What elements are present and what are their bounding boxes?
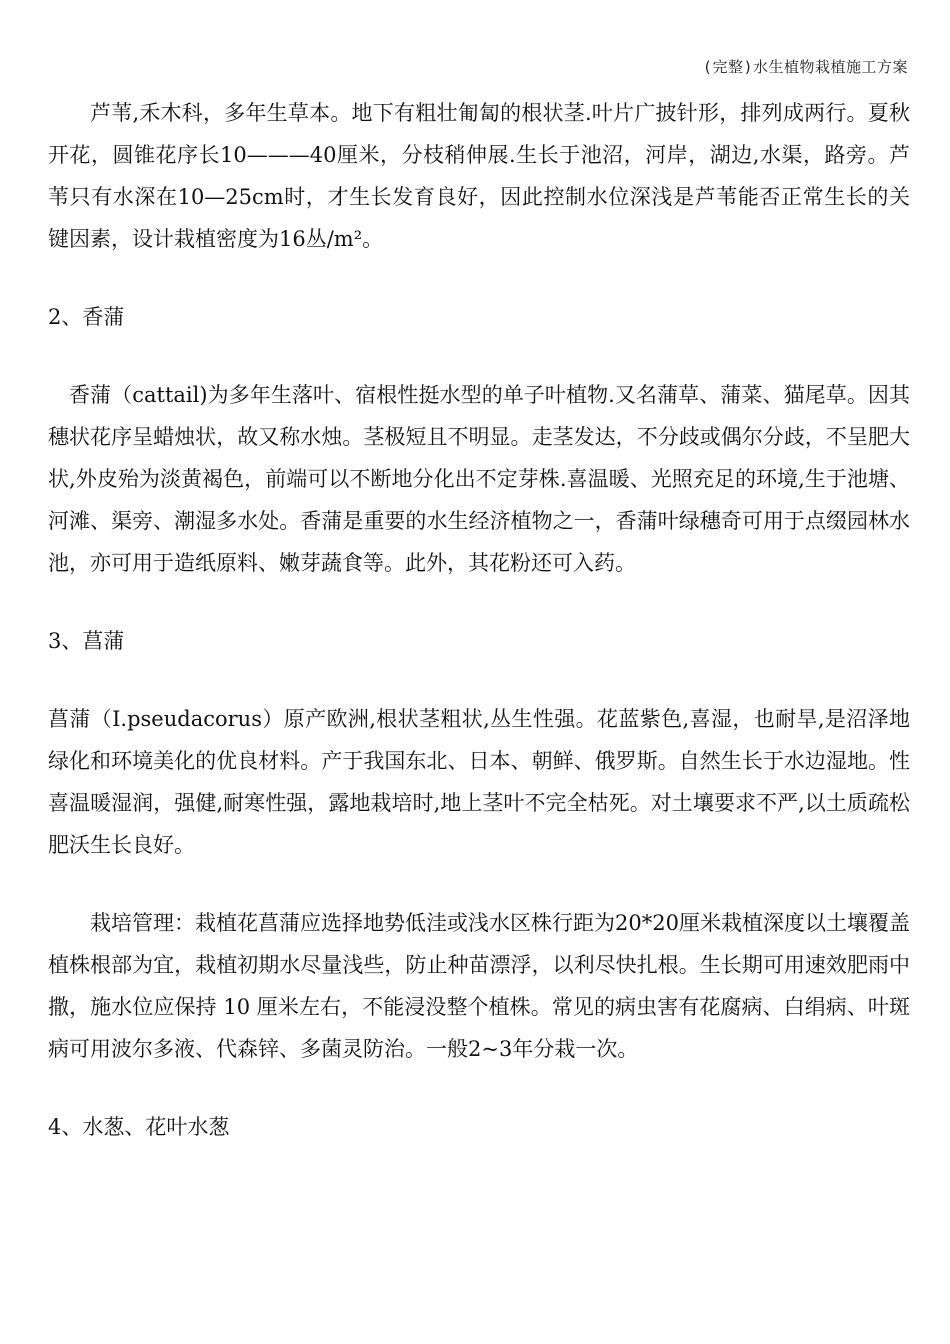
page-header: (完整)水生植物栽植施工方案 [702, 58, 908, 76]
cultivation-paragraph: 栽培管理：栽植花菖蒲应选择地势低洼或浅水区株行距为20*20厘米栽植深度以土壤覆盖植株根部为宜，栽植初期水尽量浅些，防止种苗漂浮，以利尽快扎根。生长期可用速效肥雨中撒，施水位应保持 10 厘米左右，不能浸没整个植株。常见的病虫害有花腐病、白绢病、叶斑病可用波尔多液、代森锌、多菌灵防治。一般2~3年分栽一次。 [48, 911, 910, 1061]
iris-paragraph: 菖蒲（I.pseudacorus）原产欧洲,根状茎粗状,丛生性强。花蓝紫色,喜湿，也耐旱,是沼泽地绿化和环境美化的优良材料。产于我国东北、日本、朝鲜、俄罗斯。自然生长于水边湿地。性喜温暖湿润，强健,耐寒性强，露地栽培时,地上茎叶不完全枯死。对土壤要求不严,以土质疏松肥沃生长良好。 [48, 707, 910, 857]
section-heading-scirpus: 4、水葱、花叶水葱 [48, 1115, 230, 1139]
document-body [48, 92, 910, 1148]
section-heading-iris: 3、菖蒲 [48, 629, 125, 653]
cattail-paragraph: 香蒲（cattail)为多年生落叶、宿根性挺水型的单子叶植物.又名蒲草、蒲菜、猫尾草。因其穗状花序呈蜡烛状，故又称水烛。茎极短且不明显。走茎发达，不分歧或偶尔分歧，不呈肥大状,外皮殆为淡黄褐色，前端可以不断地分化出不定芽株.喜温暖、光照充足的环境,生于池塘、河滩、渠旁、潮湿多水处。香蒲是重要的水生经济植物之一，香蒲叶绿穗奇可用于点缀园林水池，亦可用于造纸原料、嫩芽蔬食等。此外，其花粉还可入药。 [48, 383, 910, 575]
reed-paragraph: 芦苇,禾木科，多年生草本。地下有粗壮匍匐的根状茎.叶片广披针形，排列成两行。夏秋开花，圆锥花序长10———40厘米，分枝稍伸展.生长于池沼，河岸，湖边,水渠，路旁。芦苇只有水深在10—25cm时，才生长发育良好，因此控制水位深浅是芦苇能否正常生长的关键因素，设计栽植密度为16丛/m²。 [48, 101, 910, 251]
section-heading-cattail: 2、香蒲 [48, 305, 125, 329]
